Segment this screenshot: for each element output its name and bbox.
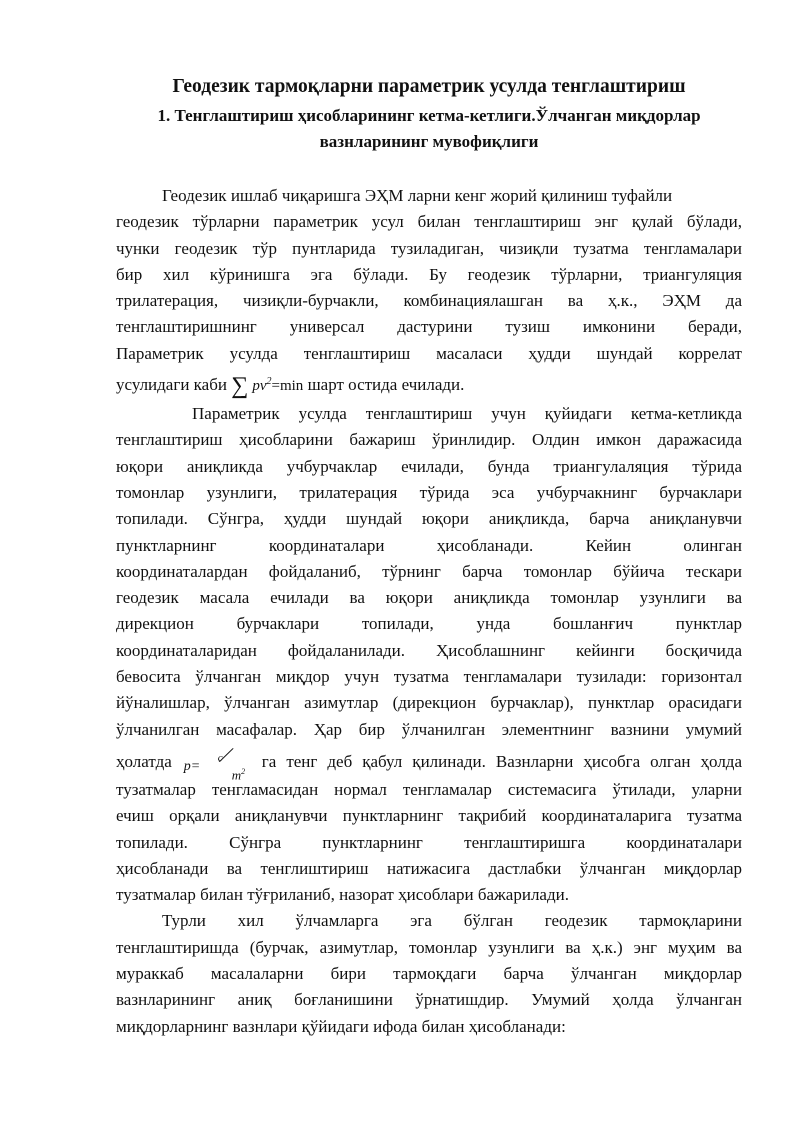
section-heading: [116, 103, 742, 155]
section-heading-line: вазнларининг мувофиқлиги: [319, 132, 539, 151]
text-line: миқдорларнинг вазнлари қўйидаги ифода билан ҳисобланади:: [116, 1016, 566, 1036]
text-line: йўналишлар, ўлчанган азимутлар (дирекцион бурчаклар), пунктлар орасидаги: [116, 693, 742, 713]
text-line: мураккаб масалаларни бири тармоқдаги барча ўлчанган миқдорлар: [116, 964, 742, 984]
weight-formula: p= c ⁄ $m^2$: [183, 742, 246, 783]
text-line: юқори аниқликда учбурчаклар ечилади, бунда триангулаляция тўрида: [116, 456, 742, 476]
text-line: координаталаридан фойдаланилади. Ҳисоблашнинг кейинги босқичида: [116, 640, 742, 660]
text-line: Геодезик ишлаб чиқаришга ЭҲМ ларни кенг жорий қилиниш туфайли: [162, 186, 673, 205]
text-fragment: усулидаги каби: [116, 375, 227, 395]
text-line: Параметрик усулда тенглаштириш учун қуйидаги кетма-кетликда: [192, 404, 742, 424]
paragraph-intro: [116, 183, 742, 401]
text-fragment: шарт остида ечилади.: [307, 375, 465, 395]
text-line: ҳисобланади ва тенглиштириш натижасига дастлабки ўлчанган миқдорлар: [116, 858, 742, 878]
text-line: тенглаштиришда (бурчак, азимутлар, томонлар узунлиги ва ҳ.к.) энг муҳим ва: [116, 937, 742, 957]
text-line: томонлар узунлиги, трилатерация тўрида эса учбурчакнинг бурчаклари: [116, 482, 742, 502]
text-line: вазнларининг аниқ боғланишини ўрнатишдир. Умумий ҳолда ўлчанган: [116, 990, 742, 1010]
sum-pv-squared-formula: ∑ $pv^2=\min$: [231, 373, 304, 400]
text-fragment: га тенг деб қабул қилинади. Вазнларни ҳисобга олган ҳолда: [261, 751, 742, 771]
text-line: трилатерация, чизиқли-бурчакли, комбинациялашган ва ҳ.к., ЭҲМ да: [116, 291, 742, 311]
text-line: геодезик тўрларни параметрик усул билан тенглаштириш энг қулай бўлади,: [116, 212, 742, 232]
text-line: геодезик масала ечилади ва юқори аниқликда томонлар узунлиги ва: [116, 588, 742, 608]
text-line: Турли хил ўлчамларга эга бўлган геодезик тармоқларини: [162, 911, 742, 931]
text-line: тенглаштириш ҳисобларини бажариш ўринлидир. Олдин имкон даражасида: [116, 430, 742, 450]
document-page: [116, 74, 742, 1040]
text-line: тузатмалар билан тўғриланиб, назорат ҳисоблари бажарилади.: [116, 885, 569, 905]
text-line: ўлчанилган масафалар. Ҳар бир ўлчанилган элементнинг вазнини умумий: [116, 719, 742, 739]
text-line-with-formula: [116, 742, 742, 783]
text-line: бевосита ўлчанган миқдор учун тузатма тенгламалари тузилади: горизонтал: [116, 667, 742, 687]
text-line: топилади. Сўнгра, ҳудди шундай юқори аниқликда, барча аниқланувчи: [116, 509, 742, 529]
text-line: топилади. Сўнгра пунктларнинг тенглаштиришга координаталари: [116, 832, 742, 852]
text-line: бир хил кўринишга эга бўлади. Бу геодезик тўрларни, триангуляция: [116, 264, 742, 284]
text-line: пунктларнинг координаталари ҳисобланади. Кейин олинган: [116, 535, 742, 555]
text-line-with-formula: [116, 367, 742, 401]
text-line: чунки геодезик тўр пунтларида тузиладиган, чизиқли тузатма тенгламалари: [116, 238, 742, 258]
text-line: тенглаштиришнинг универсал дастурини тузиш имконини беради,: [116, 317, 742, 337]
text-line: ечиш орқали аниқланувчи пунктларнинг тақрибий координаталарига тузатма: [116, 806, 742, 826]
paragraph-weights: [116, 908, 742, 1039]
text-line: дирекцион бурчаклари топилади, унда бошланғич пунктлар: [116, 614, 742, 634]
text-fragment: ҳолатда: [116, 751, 172, 771]
section-heading-line: 1. Тенглаштириш ҳисобларининг кетма-кетлиги.Ўлчанган миқдорлар: [157, 106, 701, 125]
text-line: координаталардан фойдаланиб, тўрнинг барча томонлар бўйича тескари: [116, 561, 742, 581]
document-title: Геодезик тармоқларни параметрик усулда тенглаштириш: [172, 76, 686, 97]
text-line: Параметрик усулда тенглаштириш масаласи ҳудди шундай коррелат: [116, 343, 742, 363]
text-line: тузатмалар тенгламасидан нормал тенгламалар системасига ўтилади, уларни: [116, 779, 742, 799]
paragraph-sequence: [116, 401, 742, 908]
